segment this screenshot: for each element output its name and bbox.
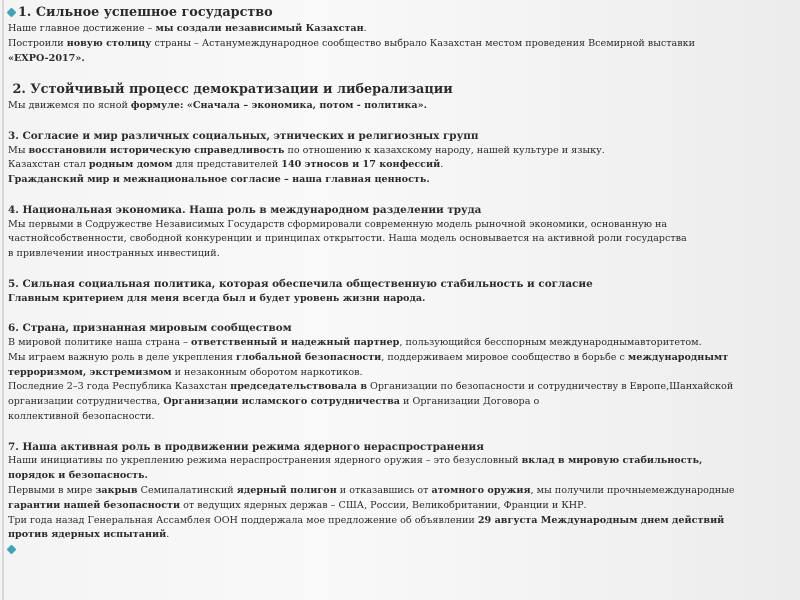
section-3-line-2: Казахстан стал родным домом для представителей 140 этносов и 17 конфессий. bbox=[8, 159, 444, 171]
section-6-line-3: терроризмом, экстремизмом и незаконным оборотом наркотиков. bbox=[8, 366, 363, 378]
section-7-line-1: Наши инициативы по укреплению режима нераспространения ядерного оружия – это безусловный вклад в мировую стабильность, bbox=[8, 455, 703, 467]
section-6-line-6: коллективной безопасности. bbox=[8, 410, 155, 422]
section-6-line-1: В мировой политике наша страна – ответственный и надежный партнер, пользующийся бесспорным международнымавторитетом. bbox=[8, 336, 702, 348]
diamond-bullet-icon bbox=[7, 7, 17, 17]
section-1-line-3: «EXPO-2017». bbox=[8, 52, 85, 64]
section-2-title: 2. Устойчивый процесс демократизации и либерализации bbox=[12, 82, 453, 98]
section-7-line-2: порядок и безопасность. bbox=[8, 470, 148, 482]
section-1-line-1: Наше главное достижение – мы создали независимый Казахстан. bbox=[8, 23, 367, 34]
slide-content bbox=[8, 4, 794, 558]
section-3-line-1: Мы восстановили историческую справедливость по отношению к казахскому народу, нашей культуре и языку. bbox=[8, 144, 605, 156]
section-6-line-4: Последние 2–3 года Республика Казахстан председательствовала в Организации по безопасности и сотрудничеству в Европе,Шанхайской bbox=[8, 381, 734, 393]
trailing-bullet bbox=[8, 543, 794, 558]
section-1-line-2: Построили новую столицу страны – Астанумеждународное сообщество выбрало Казахстан местом проведения Всемирной выставки bbox=[8, 37, 696, 49]
section-7-title: 7. Наша активная роль в продвижении режима ядерного нераспространения bbox=[8, 440, 484, 453]
section-4-line-3: в привлечении иностранных инвестиций. bbox=[8, 248, 220, 260]
section-3-line-3: Гражданский мир и межнациональное согласие – наша главная ценность. bbox=[8, 174, 430, 186]
diamond-bullet-icon bbox=[7, 544, 17, 554]
section-4-line-2: частнойсобственности, свободной конкуренции и принципах открытости. Наша модель основывается на активной роли государства bbox=[8, 233, 687, 245]
section-6-line-2: Мы играем важную роль в деле укрепления глобальной безопасности, поддерживаем мировое сообщество в борьбе с международнымт bbox=[8, 351, 729, 363]
section-5-line-1: Главным критерием для меня всегда был и будет уровень жизни народа. bbox=[8, 292, 426, 304]
slide-side-line bbox=[2, 0, 4, 600]
section-3-title: 3. Согласие и мир различных социальных, этнических и религиозных групп bbox=[8, 129, 479, 142]
section-2-line-1: Мы движемся по ясной формуле: «Сначала – экономика, потом - политика». bbox=[8, 100, 427, 112]
section-7-line-4: гарантии нашей безопасности от ведущих ядерных держав – США, России, Великобритании, Франции и КНР. bbox=[8, 499, 587, 511]
section-5-title: 5. Сильная социальная политика, которая обеспечила общественную стабильность и согласие bbox=[8, 277, 593, 290]
section-6-title: 6. Страна, признанная мировым сообществом bbox=[8, 322, 292, 335]
section-7-line-5: Три года назад Генеральная Ассамблея ООН поддержала мое предложение об объявлении 29 августа Международным днем действий bbox=[8, 514, 725, 526]
section-7-line-6: против ядерных испытаний. bbox=[8, 529, 170, 541]
section-6-line-5: организации сотрудничества, Организации исламского сотрудничества и Организации Договора о bbox=[8, 396, 540, 408]
section-4-title: 4. Национальная экономика. Наша роль в международном разделении труда bbox=[8, 203, 482, 216]
section-1-title: 1. Сильное успешное государство bbox=[8, 4, 794, 22]
section-7-line-3: Первыми в мире закрыв Семипалатинский ядерный полигон и отказавшись от атомного оружия, мы получили прочныемеждународные bbox=[8, 484, 735, 496]
section-4-line-1: Мы первыми в Содружестве Независимых Государств сформировали современную модель рыночной экономики, основанную на bbox=[8, 218, 668, 230]
